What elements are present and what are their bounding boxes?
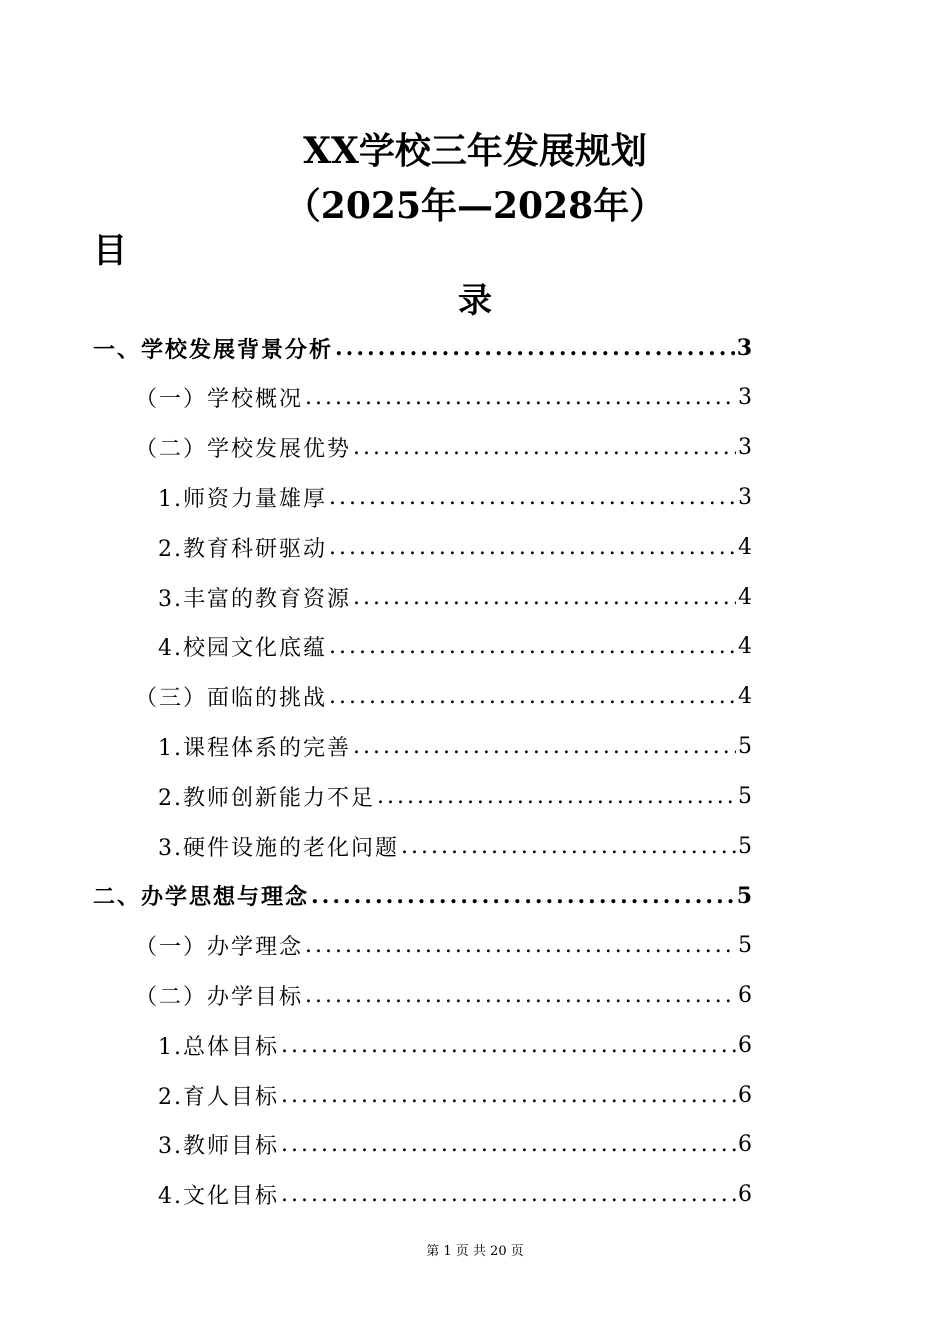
toc-leader-dots xyxy=(305,385,736,410)
toc-page-number: 5 xyxy=(738,933,752,959)
toc-entry[interactable] xyxy=(135,378,752,418)
toc-leader-dots xyxy=(329,485,736,510)
toc-leader-dots xyxy=(329,634,736,659)
toc-entry[interactable] xyxy=(93,328,752,368)
toc-entry[interactable] xyxy=(158,527,752,567)
toc-page-number: 4 xyxy=(738,634,752,660)
toc-entry-text: 3.教师目标 xyxy=(158,1134,279,1160)
toc-entry[interactable] xyxy=(158,1175,752,1215)
toc-leader-dots xyxy=(281,1182,736,1207)
toc-leader-dots xyxy=(311,883,735,909)
toc-entry-text: 2.教育科研驱动 xyxy=(158,536,327,562)
toc-page-number: 5 xyxy=(738,783,752,809)
toc-page-number: 5 xyxy=(736,882,752,909)
toc-page-number: 4 xyxy=(738,584,752,610)
toc-leader-dots xyxy=(281,1033,736,1058)
toc-leader-dots xyxy=(353,734,736,759)
toc-page-number: 6 xyxy=(738,1132,752,1158)
toc-entry-text: 2.育人目标 xyxy=(158,1084,279,1110)
toc-leader-dots xyxy=(335,335,735,361)
toc-entry[interactable] xyxy=(93,876,752,916)
toc-entry-text: 4.校园文化底蕴 xyxy=(158,636,327,662)
toc-entry-text: 1.总体目标 xyxy=(158,1034,279,1060)
document-subtitle: （2025年—2028年） xyxy=(284,185,666,227)
toc-page-number: 3 xyxy=(738,385,752,411)
toc-heading-right: 录 xyxy=(458,281,492,321)
toc-page-number: 4 xyxy=(738,684,752,710)
toc-page-number: 4 xyxy=(738,534,752,560)
toc-leader-dots xyxy=(353,435,736,460)
toc-heading-left: 目 xyxy=(93,231,127,271)
toc-entry[interactable] xyxy=(158,627,752,667)
toc-entry[interactable] xyxy=(135,926,752,966)
toc-entry[interactable] xyxy=(158,1125,752,1165)
toc-entry[interactable] xyxy=(158,1025,752,1065)
page-footer: 第 1 页 共 20 页 xyxy=(426,1244,524,1259)
toc-page-number: 6 xyxy=(738,1182,752,1208)
toc-entry-text: 一、学校发展背景分析 xyxy=(93,336,334,363)
toc-leader-dots xyxy=(377,784,736,809)
toc-entry[interactable] xyxy=(158,776,752,816)
toc-entry-text: 二、办学思想与理念 xyxy=(93,884,310,911)
toc-leader-dots xyxy=(305,933,736,958)
toc-entry[interactable] xyxy=(158,826,752,866)
toc-leader-dots xyxy=(329,684,736,709)
toc-entry-text: （一）学校概况 xyxy=(135,387,304,413)
toc-entry-text: 4.文化目标 xyxy=(158,1184,279,1210)
document-title: XX学校三年发展规划 xyxy=(303,130,647,172)
toc-entry-text: 2.教师创新能力不足 xyxy=(158,785,375,811)
toc-entry-text: 1.师资力量雄厚 xyxy=(158,486,327,512)
toc-page-number: 5 xyxy=(738,733,752,759)
toc-entry-text: 1.课程体系的完善 xyxy=(158,735,351,761)
toc-page-number: 3 xyxy=(738,435,752,461)
toc-leader-dots xyxy=(329,535,736,560)
toc-page-number: 6 xyxy=(738,1032,752,1058)
toc-leader-dots xyxy=(401,834,736,859)
toc-entry[interactable] xyxy=(158,477,752,517)
toc-entry[interactable] xyxy=(158,577,752,617)
toc-entry-text: （三）面临的挑战 xyxy=(135,686,328,712)
toc-leader-dots xyxy=(281,1132,736,1157)
toc-entry-text: （二）学校发展优势 xyxy=(135,437,352,463)
toc-page-number: 3 xyxy=(738,484,752,510)
toc-entry[interactable] xyxy=(135,677,752,717)
toc-page-number: 5 xyxy=(738,833,752,859)
toc-entry-text: 3.硬件设施的老化问题 xyxy=(158,835,399,861)
toc-leader-dots xyxy=(305,983,736,1008)
toc-page-number: 6 xyxy=(738,1082,752,1108)
toc-entry[interactable] xyxy=(135,975,752,1015)
toc-leader-dots xyxy=(353,585,736,610)
toc-leader-dots xyxy=(281,1083,736,1108)
toc-page-number: 6 xyxy=(738,982,752,1008)
toc-entry[interactable] xyxy=(158,1075,752,1115)
toc-entry-text: （二）办学目标 xyxy=(135,984,304,1010)
toc-page-number: 3 xyxy=(736,335,752,361)
toc-entry[interactable] xyxy=(135,428,752,468)
toc-entry[interactable] xyxy=(158,726,752,766)
toc-entry-text: （一）办学理念 xyxy=(135,935,304,961)
toc-entry-text: 3.丰富的教育资源 xyxy=(158,586,351,612)
